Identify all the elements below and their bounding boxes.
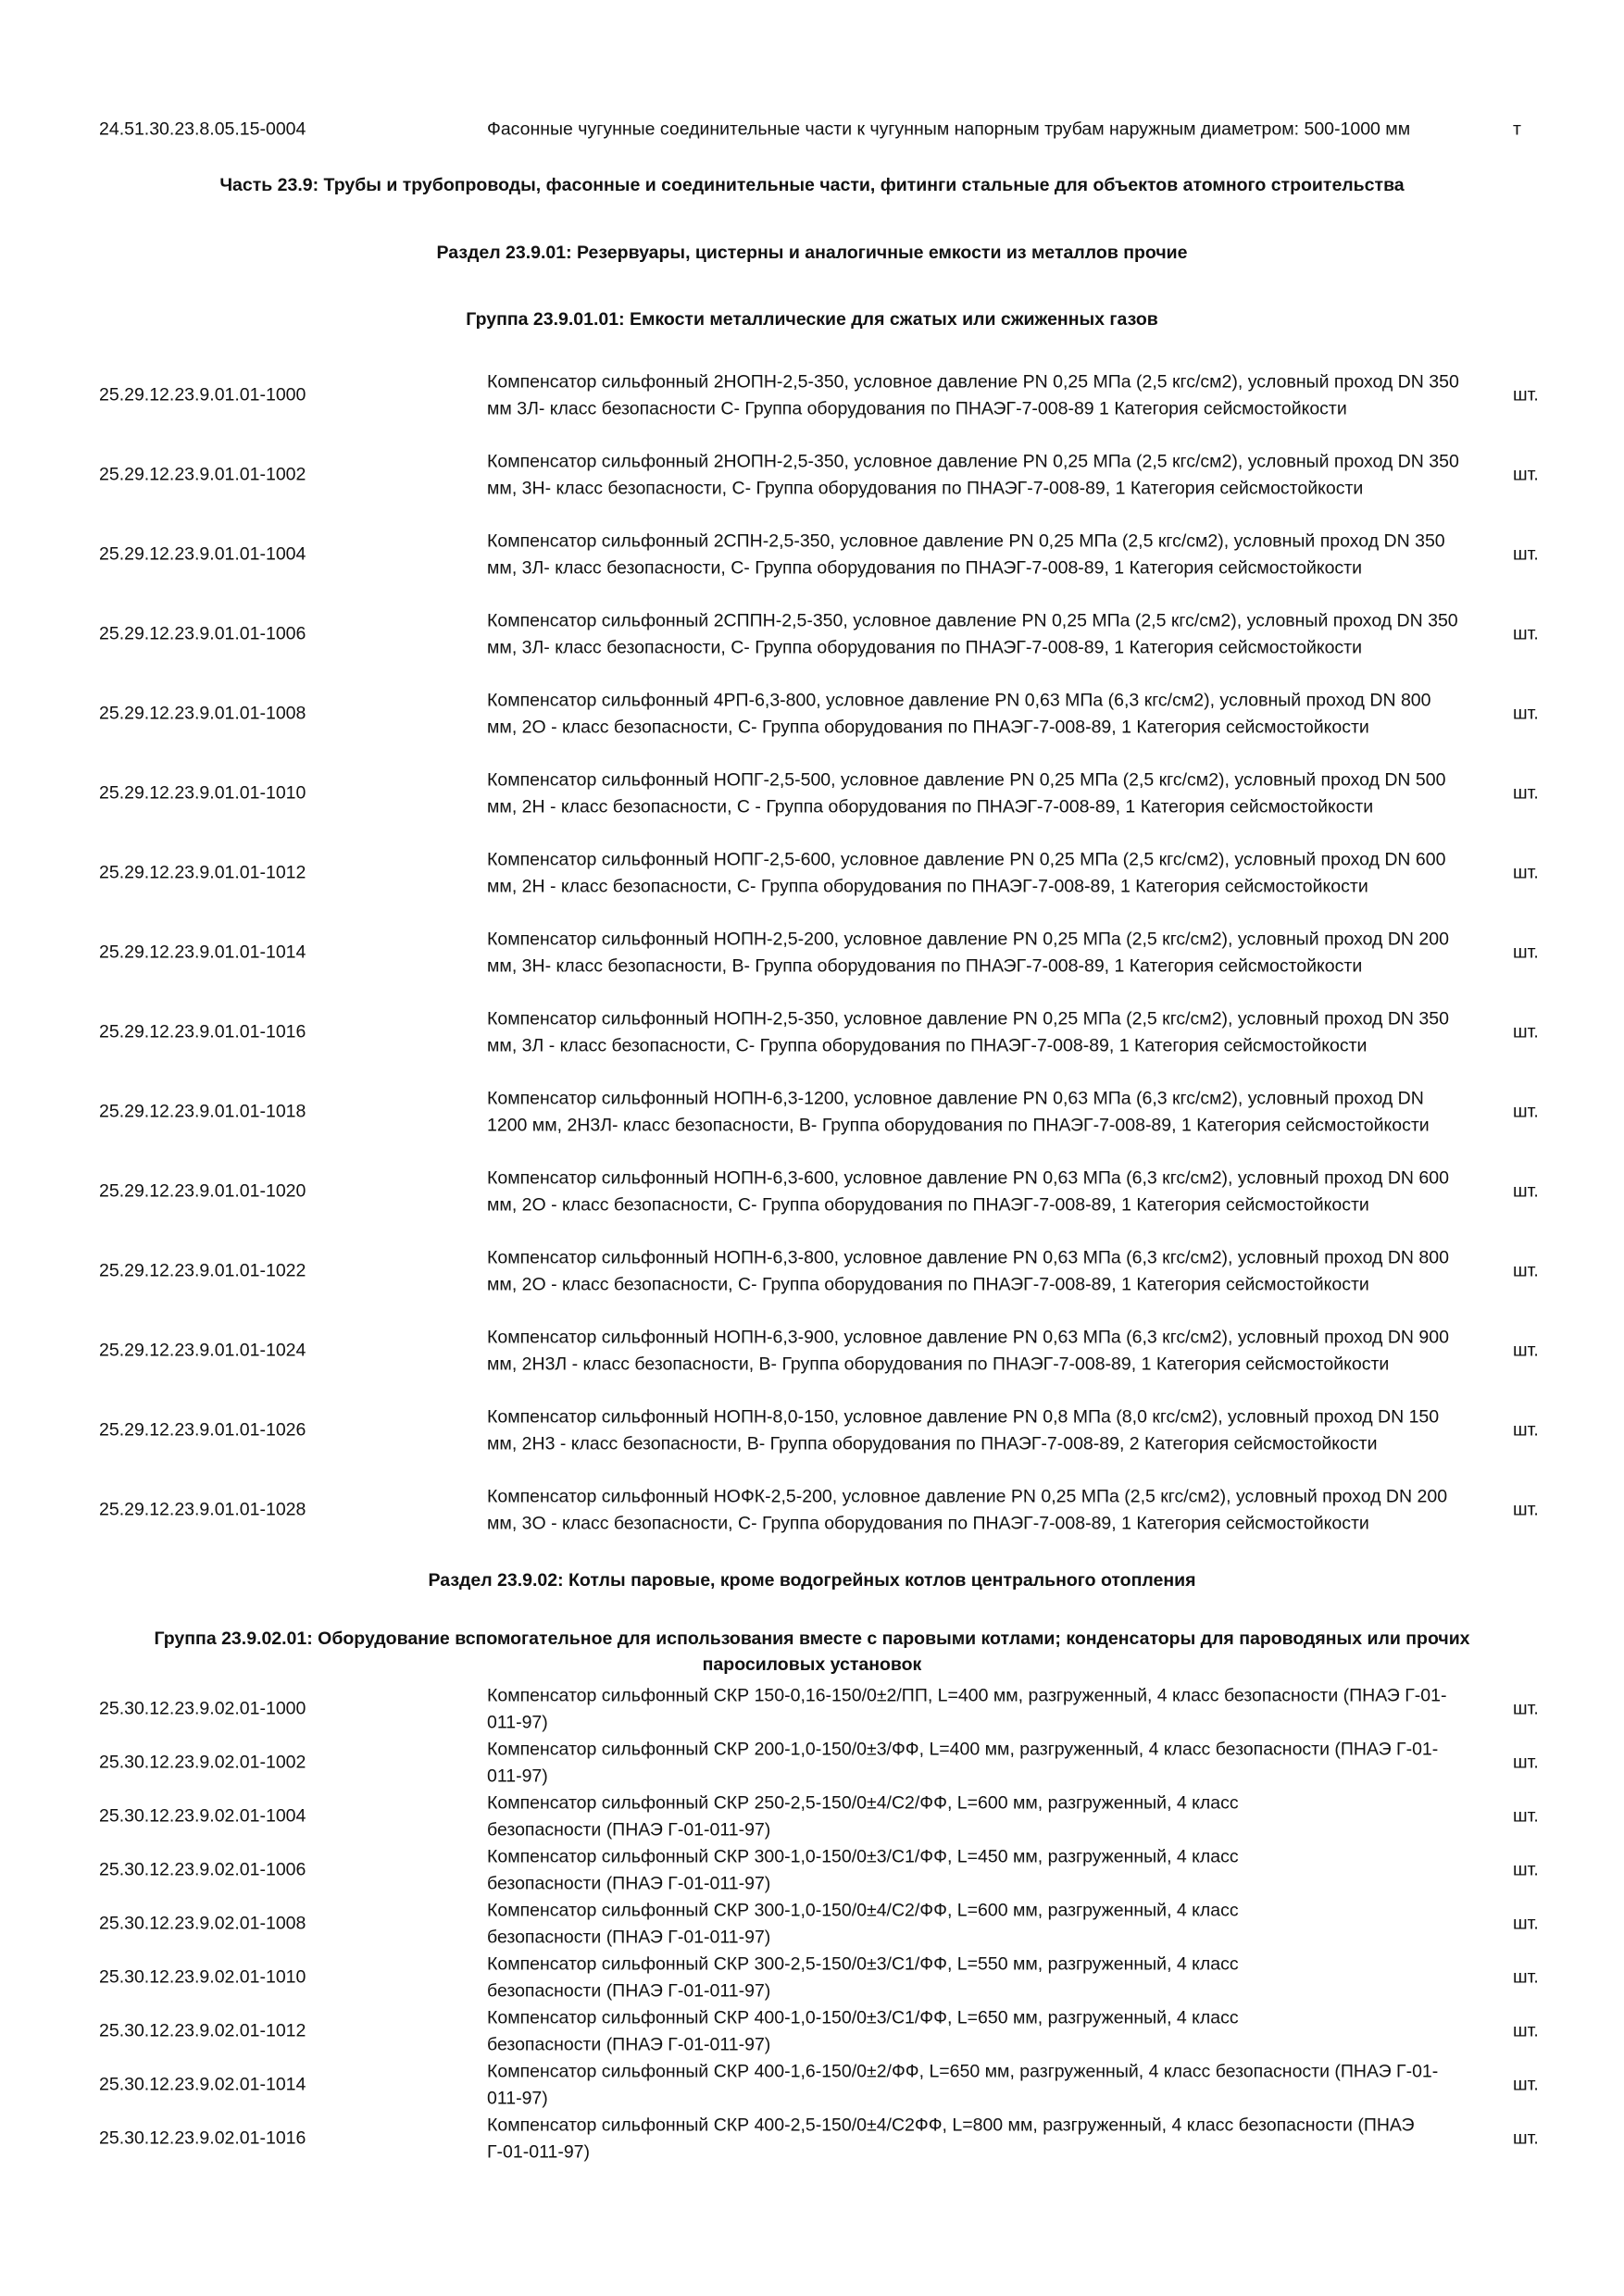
item-code: 25.29.12.23.9.01.01-1026 — [99, 1419, 306, 1441]
item-description: Компенсатор сильфонный 2НОПН-2,5-350, условное давление PN 0,25 МПа (2,5 кгс/см2), условный проход DN 350 мм 3Л- класс безопасности С- Группа оборудования по ПНАЭГ-7-008-89 1 Категория сейсмостойкости — [487, 371, 1459, 418]
item-description: Компенсатор сильфонный НОПН-6,3-1200, условное давление PN 0,63 МПа (6,3 кгс/см2), условный проход DN 1200 мм, 2Н3Л- класс безопасности, В- Группа оборудования по ПНАЭГ-7-008-89, 1 Категория сейсмостойкости — [487, 1088, 1430, 1135]
table-row — [0, 674, 1624, 754]
table-row — [0, 1790, 1624, 1843]
item-code: 25.29.12.23.9.01.01-1016 — [99, 1021, 306, 1042]
item-unit: шт. — [1513, 1752, 1539, 1773]
item-unit: шт. — [1513, 862, 1539, 883]
item-description: Компенсатор сильфонный 2СПН-2,5-350, условное давление PN 0,25 МПа (2,5 кгс/см2), условный проход DN 350 мм, 3Л- класс безопасности, С- Группа оборудования по ПНАЭГ-7-008-89, 1 Категория сейсмостойкости — [487, 530, 1445, 578]
item-unit: шт. — [1513, 2128, 1539, 2149]
item-unit: шт. — [1513, 1805, 1539, 1827]
item-unit: шт. — [1513, 1698, 1539, 1719]
table-row — [0, 1231, 1624, 1311]
item-unit: шт. — [1513, 1101, 1539, 1122]
item-code: 25.30.12.23.9.02.01-1010 — [99, 1966, 306, 1988]
table-row — [0, 1470, 1624, 1550]
group-heading: Группа 23.9.02.01: Оборудование вспомогательное для использования вместе с паровыми котлами; конденсаторы для пароводяных или прочих паросиловых установок — [154, 1628, 1470, 1675]
item-unit: шт. — [1513, 1260, 1539, 1281]
item-description: Компенсатор сильфонный СКР 250-2,5-150/0±4/С2/ФФ, L=600 мм, разгруженный, 4 класс безопасности (ПНАЭ Г-01-011-97) — [487, 1792, 1239, 1840]
item-description: Компенсатор сильфонный СКР 400-1,6-150/0±2/ФФ, L=650 мм, разгруженный, 4 класс безопасности (ПНАЭ Г-01-011-97) — [487, 2061, 1439, 2108]
table-row — [0, 2058, 1624, 2112]
table-row — [0, 435, 1624, 515]
item-unit: шт. — [1513, 1180, 1539, 1202]
item-code: 25.29.12.23.9.01.01-1020 — [99, 1180, 306, 1202]
table-row — [0, 2004, 1624, 2058]
item-code: 25.29.12.23.9.01.01-1018 — [99, 1101, 306, 1122]
item-description: Компенсатор сильфонный НОПГ-2,5-500, условное давление PN 0,25 МПа (2,5 кгс/см2), условный проход DN 500 мм, 2Н - класс безопасности, С - Группа оборудования по ПНАЭГ-7-008-89, 1 Категория сейсмостойкости — [487, 769, 1446, 817]
item-code: 25.30.12.23.9.02.01-1006 — [99, 1859, 306, 1880]
table-row — [0, 992, 1624, 1072]
table-row — [0, 1843, 1624, 1897]
item-description: Компенсатор сильфонный СКР 150-0,16-150/0±2/ПП, L=400 мм, разгруженный, 4 класс безопасности (ПНАЭ Г-01-011-97) — [487, 1685, 1447, 1732]
table-row — [0, 1072, 1624, 1152]
item-description: Компенсатор сильфонный НОПН-2,5-350, условное давление PN 0,25 МПа (2,5 кгс/см2), условный проход DN 350 мм, 3Л - класс безопасности, С- Группа оборудования по ПНАЭГ-7-008-89, 1 Категория сейсмостойкости — [487, 1008, 1449, 1055]
table-row — [0, 1951, 1624, 2004]
item-unit: шт. — [1513, 464, 1539, 485]
item-code: 25.29.12.23.9.01.01-1000 — [99, 384, 306, 406]
item-description: Компенсатор сильфонный СКР 400-2,5-150/0±4/С2ФФ, L=800 мм, разгруженный, 4 класс безопасности (ПНАЭ Г-01-011-97) — [487, 2115, 1415, 2162]
section-heading: Раздел 23.9.02: Котлы паровые, кроме водогрейных котлов центрального отопления — [428, 1570, 1196, 1591]
item-code: 25.30.12.23.9.02.01-1016 — [99, 2128, 306, 2149]
table-row — [0, 104, 1624, 156]
item-unit: шт. — [1513, 384, 1539, 406]
item-unit: шт. — [1513, 1859, 1539, 1880]
item-code: 25.29.12.23.9.01.01-1024 — [99, 1340, 306, 1361]
table-row — [0, 1152, 1624, 1231]
item-code: 24.51.30.23.8.05.15-0004 — [99, 119, 306, 140]
item-description: Компенсатор сильфонный СКР 300-1,0-150/0±3/С1/ФФ, L=450 мм, разгруженный, 4 класс безопасности (ПНАЭ Г-01-011-97) — [487, 1846, 1239, 1893]
item-unit: шт. — [1513, 2020, 1539, 2041]
item-code: 25.29.12.23.9.01.01-1012 — [99, 862, 306, 883]
table-row — [0, 356, 1624, 435]
item-description: Компенсатор сильфонный НОПН-8,0-150, условное давление PN 0,8 МПа (8,0 кгс/см2), условный проход DN 150 мм, 2Н3 - класс безопасности, В- Группа оборудования по ПНАЭГ-7-008-89, 2 Категория сейсмостойкости — [487, 1406, 1440, 1454]
item-code: 25.30.12.23.9.02.01-1014 — [99, 2074, 306, 2095]
item-unit: шт. — [1513, 623, 1539, 644]
table-row — [0, 515, 1624, 594]
item-code: 25.30.12.23.9.02.01-1002 — [99, 1752, 306, 1773]
item-code: 25.30.12.23.9.02.01-1012 — [99, 2020, 306, 2041]
item-code: 25.29.12.23.9.01.01-1006 — [99, 623, 306, 644]
item-description: Фасонные чугунные соединительные части к чугунным напорным трубам наружным диаметром: 500-1000 мм — [487, 119, 1411, 140]
item-description: Компенсатор сильфонный 2НОПН-2,5-350, условное давление PN 0,25 МПа (2,5 кгс/см2), условный проход DN 350 мм, 3Н- класс безопасности, С- Группа оборудования по ПНАЭГ-7-008-89, 1 Категория сейсмостойкости — [487, 451, 1459, 498]
item-unit: шт. — [1513, 1966, 1539, 1988]
item-code: 25.30.12.23.9.02.01-1000 — [99, 1698, 306, 1719]
item-code: 25.29.12.23.9.01.01-1028 — [99, 1499, 306, 1520]
item-description: Компенсатор сильфонный НОФК-2,5-200, условное давление PN 0,25 МПа (2,5 кгс/см2), условный проход DN 200 мм, 3О - класс безопасности, С- Группа оборудования по ПНАЭГ-7-008-89, 1 Категория сейсмостойкости — [487, 1486, 1448, 1533]
item-description: Компенсатор сильфонный СКР 300-2,5-150/0±3/С1/ФФ, L=550 мм, разгруженный, 4 класс безопасности (ПНАЭ Г-01-011-97) — [487, 1953, 1239, 2001]
item-unit: шт. — [1513, 1913, 1539, 1934]
item-code: 25.29.12.23.9.01.01-1004 — [99, 543, 306, 565]
item-description: Компенсатор сильфонный СКР 400-1,0-150/0±3/С1/ФФ, L=650 мм, разгруженный, 4 класс безопасности (ПНАЭ Г-01-011-97) — [487, 2007, 1239, 2054]
table-row — [0, 1682, 1624, 1736]
table-row — [0, 2112, 1624, 2165]
item-code: 25.29.12.23.9.01.01-1002 — [99, 464, 306, 485]
table-row — [0, 754, 1624, 833]
item-code: 25.29.12.23.9.01.01-1014 — [99, 942, 306, 963]
item-unit: шт. — [1513, 703, 1539, 724]
item-unit: шт. — [1513, 1340, 1539, 1361]
item-code: 25.30.12.23.9.02.01-1004 — [99, 1805, 306, 1827]
table-row — [0, 1897, 1624, 1951]
table-row — [0, 913, 1624, 992]
item-unit: шт. — [1513, 942, 1539, 963]
item-unit: шт. — [1513, 543, 1539, 565]
item-description: Компенсатор сильфонный 2СППН-2,5-350, условное давление PN 0,25 МПа (2,5 кгс/см2), условный проход DN 350 мм, 3Л- класс безопасности, С- Группа оборудования по ПНАЭГ-7-008-89, 1 Категория сейсмостойкости — [487, 610, 1458, 657]
item-description: Компенсатор сильфонный НОПН-2,5-200, условное давление PN 0,25 МПа (2,5 кгс/см2), условный проход DN 200 мм, 3Н- класс безопасности, В- Группа оборудования по ПНАЭГ-7-008-89, 1 Категория сейсмостойкости — [487, 929, 1449, 976]
item-code: 25.30.12.23.9.02.01-1008 — [99, 1913, 306, 1934]
item-unit: шт. — [1513, 1021, 1539, 1042]
item-unit: шт. — [1513, 2074, 1539, 2095]
item-unit: т — [1513, 119, 1521, 140]
item-description: Компенсатор сильфонный НОПГ-2,5-600, условное давление PN 0,25 МПа (2,5 кгс/см2), условный проход DN 600 мм, 2Н - класс безопасности, С- Группа оборудования по ПНАЭГ-7-008-89, 1 Категория сейсмостойкости — [487, 849, 1446, 896]
table-row — [0, 1311, 1624, 1391]
item-unit: шт. — [1513, 1419, 1539, 1441]
item-description: Компенсатор сильфонный НОПН-6,3-600, условное давление PN 0,63 МПа (6,3 кгс/см2), условный проход DN 600 мм, 2О - класс безопасности, С- Группа оборудования по ПНАЭГ-7-008-89, 1 Категория сейсмостойкости — [487, 1167, 1449, 1215]
item-description: Компенсатор сильфонный 4РП-6,3-800, условное давление PN 0,63 МПа (6,3 кгс/см2), условный проход DN 800 мм, 2О - класс безопасности, С- Группа оборудования по ПНАЭГ-7-008-89, 1 Категория сейсмостойкости — [487, 690, 1431, 737]
item-code: 25.29.12.23.9.01.01-1008 — [99, 703, 306, 724]
item-description: Компенсатор сильфонный СКР 200-1,0-150/0±3/ФФ, L=400 мм, разгруженный, 4 класс безопасности (ПНАЭ Г-01-011-97) — [487, 1739, 1439, 1786]
item-code: 25.29.12.23.9.01.01-1010 — [99, 782, 306, 804]
table-row — [0, 833, 1624, 913]
group-heading: Группа 23.9.01.01: Емкости металлические для сжатых или сжиженных газов — [466, 309, 1158, 330]
item-code: 25.29.12.23.9.01.01-1022 — [99, 1260, 306, 1281]
section-heading: Раздел 23.9.01: Резервуары, цистерны и аналогичные емкости из металлов прочие — [436, 243, 1188, 263]
item-description: Компенсатор сильфонный НОПН-6,3-900, условное давление PN 0,63 МПа (6,3 кгс/см2), условный проход DN 900 мм, 2Н3Л - класс безопасности, В- Группа оборудования по ПНАЭГ-7-008-89, 1 Категория сейсмостойкости — [487, 1327, 1449, 1374]
table-row — [0, 1736, 1624, 1790]
item-description: Компенсатор сильфонный НОПН-6,3-800, условное давление PN 0,63 МПа (6,3 кгс/см2), условный проход DN 800 мм, 2О - класс безопасности, С- Группа оборудования по ПНАЭГ-7-008-89, 1 Категория сейсмостойкости — [487, 1247, 1449, 1294]
table-row — [0, 594, 1624, 674]
item-unit: шт. — [1513, 782, 1539, 804]
item-unit: шт. — [1513, 1499, 1539, 1520]
table-row — [0, 1391, 1624, 1470]
part-heading: Часть 23.9: Трубы и трубопроводы, фасонные и соединительные части, фитинги стальные для объектов атомного строительства — [219, 175, 1405, 195]
item-description: Компенсатор сильфонный СКР 300-1,0-150/0±4/С2/ФФ, L=600 мм, разгруженный, 4 класс безопасности (ПНАЭ Г-01-011-97) — [487, 1900, 1239, 1947]
